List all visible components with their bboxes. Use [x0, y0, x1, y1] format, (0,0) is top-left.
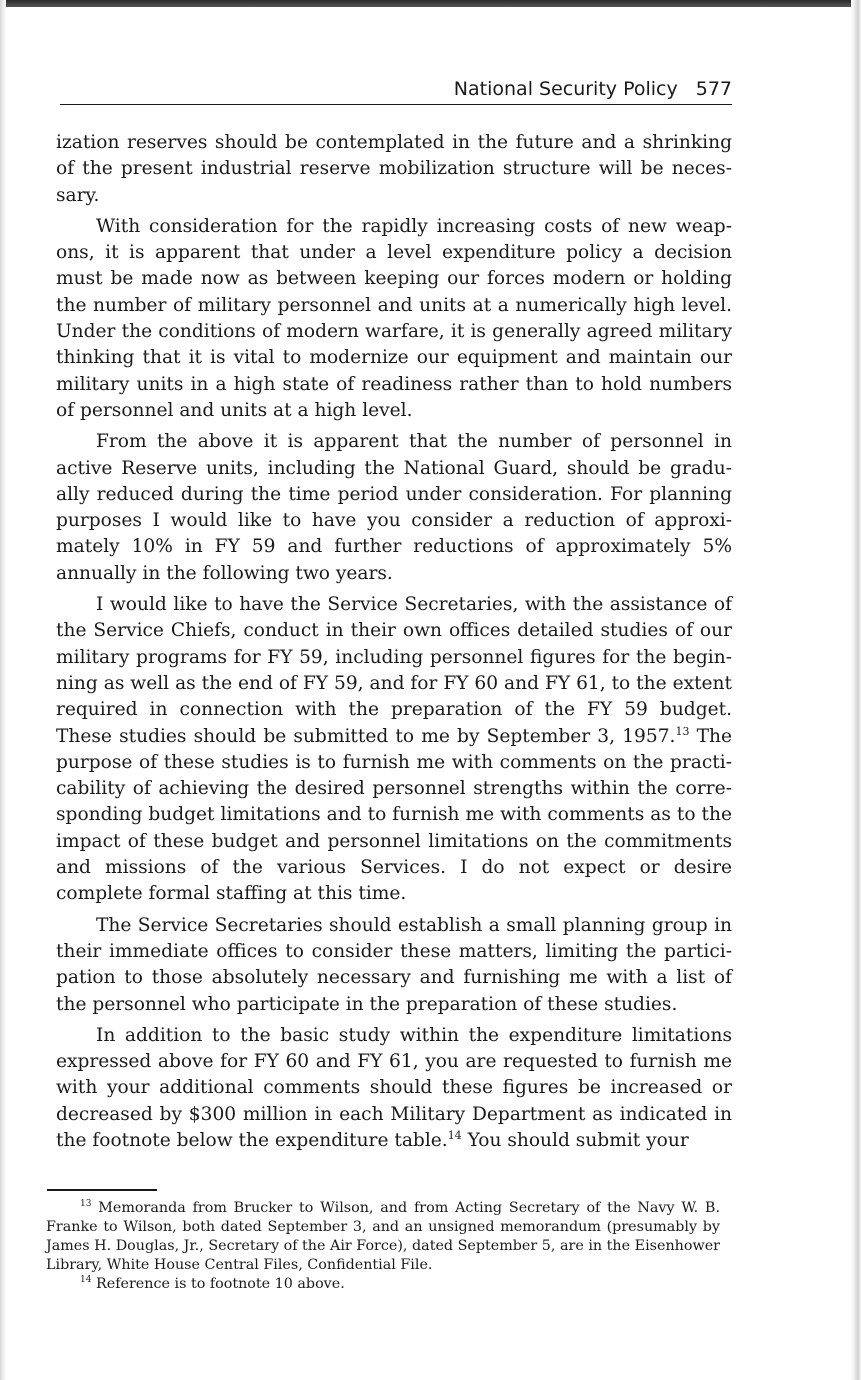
page-top-edge — [0, 0, 861, 7]
paragraph-service-studies-part-a: I would like to have the Service Secretaries, with the assistance of the Service Chiefs, conduct in their own offices detailed studies of our military programs for FY 59, including personnel figures for the beginning as well as the end of FY 59, and for FY 60 and FY 61, to the extent required in connection with the preparation of the FY 59 budget. These studies should be submitted to me by September 3, 1957. — [56, 594, 732, 747]
footnote-divider — [47, 1189, 157, 1191]
paragraph-reserve-units: From the above it is apparent that the number of personnel in active Reserve units, including the National Guard, should be gradually reduced during the time period under consideration. For planning purposes I would like to have you consider a reduction of approximately 10% in FY 59 and further reductions of approximately 5% annually in the following two years. — [56, 431, 732, 584]
footnote-13 — [46, 1199, 720, 1275]
paragraph-service-studies-part-b: The purpose of these studies is to furnish me with comments on the practicability of achieving the desired personnel strengths within the corresponding budget limitations and to furnish me with comments as to the impact of these budget and personnel limitations on the commitments and missions of the various Services. I do not expect or desire complete formal staffing at this time. — [56, 725, 732, 905]
footnote-13-text: Memoranda from Brucker to Wilson, and from Acting Secretary of the Navy W. B. Franke to Wilson, both dated September 3, and an unsigned memorandum (presumably by James H. Douglas, Jr., Secretary of the Air Force), dated September 5, are in the Eisenhower Library, White House Central Files, Confidential File. — [46, 1200, 720, 1273]
footnotes — [46, 1199, 720, 1294]
footnote-14 — [46, 1275, 720, 1294]
paragraph-additional-comments-part-b: You should submit your — [461, 1129, 689, 1151]
footnote-14-number: 14 — [80, 1275, 92, 1286]
paragraph-additional-comments — [56, 1023, 732, 1154]
footnote-14-text: Reference is to footnote 10 above. — [96, 1276, 345, 1292]
paragraph-service-studies — [56, 592, 732, 908]
body-text — [56, 130, 732, 1159]
page-left-edge — [0, 0, 6, 1380]
page-number: 577 — [695, 78, 732, 100]
footnote-ref-14: 14 — [447, 1128, 462, 1142]
footnote-13-number: 13 — [80, 1199, 92, 1210]
paragraph-additional-comments-part-a: In addition to the basic study within the expenditure limitations expressed above for FY 60 and FY 61, you are requested to furnish me with your additional comments should these figures be increased or decreased by $300 million in each Military Department as indicated in the footnote below the expenditure table. — [56, 1024, 732, 1151]
paragraph-planning-group: The Service Secretaries should establish a small planning group in their immediate offices to consider these matters, limiting the participation to those absolutely necessary and furnishing me with a list of the personnel who participate in the preparation of these studies. — [56, 914, 732, 1015]
paragraph-continuation: ization reserves should be contemplated in the future and a shrinking of the present industrial reserve mobilization structure will be necessary. — [56, 132, 732, 206]
paragraph-weapons-costs: With consideration for the rapidly increasing costs of new weapons, it is apparent that under a level expenditure policy a decision must be made now as between keeping our forces modern or holding the number of military personnel and units at a numerically high level. Under the conditions of modern warfare, it is generally agreed military thinking that it is vital to modernize our equipment and maintain our military units in a high state of readiness rather than to hold numbers of personnel and units at a high level. — [56, 215, 732, 421]
footnote-ref-13: 13 — [675, 724, 690, 738]
page-right-edge — [851, 0, 861, 1380]
running-header — [60, 74, 732, 105]
running-header-title: National Security Policy — [453, 78, 678, 100]
